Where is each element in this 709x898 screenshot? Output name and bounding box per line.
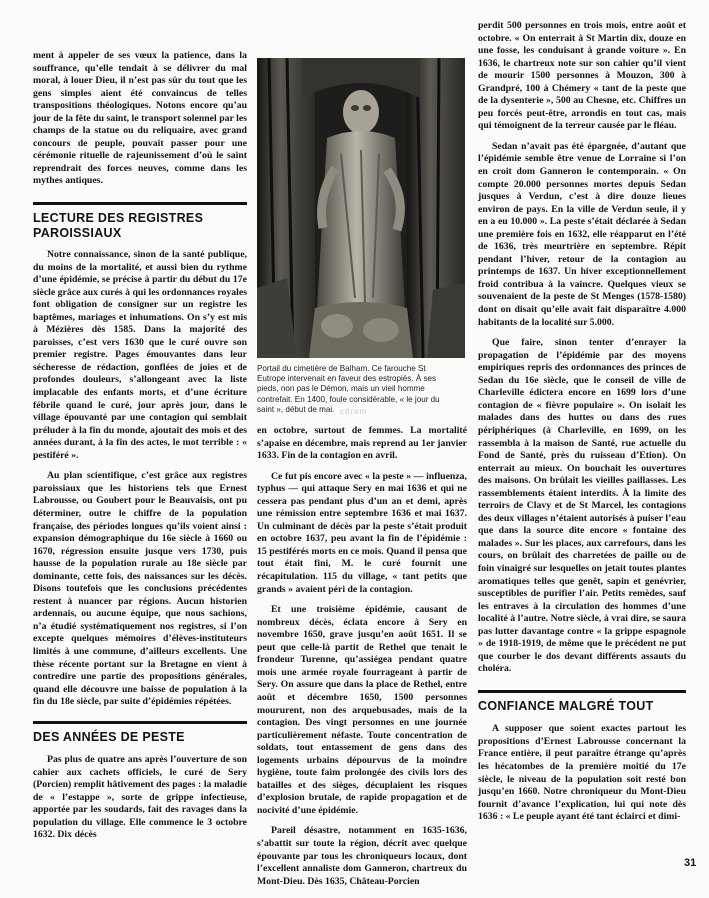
paragraph-scientifique: Au plan scientifique, c’est grâce aux registres paroissiaux que les historiens tels que Ernest Labrousse, ou Goubert pour le Beauvaisis, ont pu déterminer, outre le chiffre de la population française, des périodes longues qu’ils voient ainsi : expansion démographique du 16e siècle à 1660 ou 1670, régression ensuite jusque vers 1730, puis hausse de la population rurale au 18e siècle par dominante, cette fois, des naissances sur les décès. Disons toutefois que les conclusions précédentes restent à nuancer par régions. Aucun historien ardennais, ou aucune équipe, que nous sachions, n’a étudié systématiquement nos registres, si l’on excepte quelques mémoires d’élèves-instituteurs limités à une commune, d’ailleurs excellents. Une thèse récente portant sur la Bretagne en vient à contredire une partie des propositions générales, quand elle découvre une baisse de population à la fin du 18e siècle, par suite d’épidémies répétées. xyxy=(33,470,247,708)
column-middle xyxy=(257,58,467,888)
heading-confiance: CONFIANCE MALGRÉ TOUT xyxy=(478,690,686,714)
column-right xyxy=(478,20,686,824)
paragraph-que-faire: Que faire, sinon tenter d’enrayer la propagation de l’épidémie par des moyens empiriques repris des ordonnances des princes de Sedan du 16e siècle, que le conseil de ville de Charleville édictera encore en 1699 lors d’une contagion de « fièvre populaire ». On isolait les malades dans des huttes ou dans des rues périphériques (à Charleville, en 1699, on les rassembla à la maison de Santé, rue actuelle du Fond de Santé, près du ruisseau d’Etion). On enterrait au mieux. On bouchait les ouvertures des maisons. On brûlait les vieilles paillasses. Les rassemblements étaient interdits. À la limite des terroirs de Clavy et de St Marcel, les contagions des deux villages n’étaient autorisés à puiser l’eau que dans la source dite encore « fontaine des malades ». Sur les places, aux carrefours, dans les cours, on brûlait des charretées de paille ou de foin vinaigré sur lesquelles on jetait toutes plantes aromatiques telles que genêt, sapin et genévrier, susceptibles de purifier l’air. Petits remèdes, sauf les entraves à la circulation des hommes d’une localité à l’autre. Notre siècle, à vrai dire, se saura pas lutter davantage contre « la grippe espagnole » de 1918-1919, de même que le précédent ne put que courber le dos devant différents assauts du choléra. xyxy=(478,337,686,675)
paragraph-mortalite: en octobre, surtout de femmes. La mortalité s’apaise en décembre, mais reprend au 1er janvier 1633. Fin de la contagion en avril. xyxy=(257,425,467,462)
paragraph-confiance: A supposer que soient exactes partout les propositions d’Ernest Labrousse concernant la France entière, il peut paraître étrange qu’après les hécatombes de la première moitié du 17e siècle, le niveau de la population soit resté bon jusqu’en 1660. Notre chroniqueur du Mont-Dieu fournit d’avance l’explication, lui qui note dès 1636 : « Le peuple ayant été tant éclairci et dimi- xyxy=(478,723,686,823)
cemetery-portal-statue-photo xyxy=(257,58,465,358)
paragraph-sedan: Sedan n’avait pas été épargnée, d’autant que l’épidémie semble être venue de Lorraine si l’on en croit dom Ganneron le contemporain. « On compte 20.000 personnes mortes depuis Sedan jusques à Verdun, c’est à dire douze lieues environ de pays. En la ville de Verdun seule, il y en a eu 10.000 ». La peste s’était déclarée à Sedan une première fois en 1632, elle réapparut en l’été de 1636, très meurtrière en septembre. Répit pendant l’hiver, retour de la contagion au printemps de 1637. Un hiver exceptionnellement froid contribua à la vaincre. Quelques vieux se souvenaient de la peste de St Menges (1578-1580) dont on disait qu’elle avait fait disparaître 4.000 habitants de la localité sur 5.000. xyxy=(478,140,686,328)
heading-registres: LECTURE DES REGISTRES PAROISSIAUX xyxy=(33,202,247,240)
paragraph-la-peste: Ce fut pis encore avec « la peste » — influenza, typhus — qui attaque Sery en mai 1636 et qui ne cessera pas pendant plus d’un an et demi, après une rémission entre septembre 1636 et mai 1637. Un culminant de décès par la peste s’était produit en octobre 1637, peu avant la fin de l’épidémie : 15 pestiférés morts en ce mois. Quand il pensa que tout était fini, M. le curé fournit une récapitulation. 115 du village, « tant petits que grands » avaient péri de la contagion. xyxy=(257,470,467,595)
photo-caption: Portail du cimetière de Balham. Ce farouche St Eutrope intervenait en faveur des estropiés. À ses pieds, non pas le Démon, mais un vieil homme contrefait. En 1400, foule considérable, « le jour du saint », début de mai. xyxy=(257,364,440,414)
column-left xyxy=(33,50,247,842)
paragraph-peste-intro: Pas plus de quatre ans après l’ouverture de son cahier aux cachets officiels, le curé de Sery (Porcien) remplit hâtivement des pages : la maladie de « l’estappe », sorte de grippe infectieuse, apportée par les soudards, fait des ravages dans la population du village. Elle commence le 3 octobre 1632. Dix décès xyxy=(33,754,247,841)
paragraph-chateau-porcien: perdit 500 personnes en trois mois, entre août et octobre. « On enterrait à St Martin dix, douze en une fosse, les conduisant à grande voiture ». En 1636, le chartreux note sur son cahier qu’il vient de mourir 1500 personnes à Mouzon, 300 à Grandpré, 100 à Chémery « tant de la peste que de la dysenterie », 500 au Chesne, etc. Chiffres un peu forcés peut-être, arrondis en tout cas, mais qui témoignent de la terreur causée par le fléau. xyxy=(478,20,686,132)
watermark: cdrom xyxy=(340,407,368,416)
paragraph-registres: Notre connaissance, sinon de la santé publique, du moins de la mortalité, et aussi bien du rythme d’une épidémie, se précise à partir du début du 17e siècle grâce aux curés à qui les ordonnances royales font obligation de consigner sur un registre les baptêmes, mariages et inhumations. On s’y est mis à Mézières dès 1585. Dans la majorité des paroisses, c’est vers 1630 que le curé ouvre son premier registre. Pages émouvantes dans leur sécheresse de rédaction, gonflées de joies et de profondes douleurs, s’allongeant avec la liste implacable des enfants morts, et d’une écriture fébrile quand le curé, jour après jour, dans le village épouvanté par une contagion qui semblait préluder à la fin du monde, ajoutait des mois et des années durant, à la fin des actes, le mot terrible : « pestiféré ». xyxy=(33,249,247,461)
heading-peste: DES ANNÉES DE PESTE xyxy=(33,721,247,745)
paragraph-troisieme-epidemie: Et une troisième épidémie, causant de nombreux décès, éclata encore à Sery en novembre 1650, grave jusqu’en août 1651. Il se peut que celle-là partit de Rethel que tenait le frondeur Turenne, qu’assiégea pendant quatre mois une armée royale fourrageant à partir de Sery. On assure que dans la place de Rethel, entre août et décembre 1650, 1500 personnes moururent, non des arquebusades, mais de la contagion. Des vingt personnes en une journée particulièrement néfaste. Toute concentration de soldats, tout entassement de gens dans des logements urbains dépourvus de la moindre hygiène, toute faim prolongée des civils lors des batailles et des sièges, décuplaient les risques d’explosion brutale, de rapide propagation et de nocivité d’une épidémie. xyxy=(257,604,467,816)
page-number: 31 xyxy=(684,857,697,869)
paragraph-desastre: Pareil désastre, notamment en 1635-1636, s’abattit sur toute la région, décrit avec quelque épouvante par tous les chroniqueurs locaux, dont l’excellent annaliste dom Ganneron, chartreux du Mont-Dieu. Dès 1635, Château-Porcien xyxy=(257,825,467,887)
paragraph-intro: ment à appeler de ses vœux la patience, dans la souffrance, qu’elle tendait à se délivrer du mal moral, à louer Dieu, il n’est pas sûr du tout que les gens simples aient été convaincus de telles transpositions théologiques. Notons encore qu’au jour de la fête du saint, le transport solennel par les champs de la statue ou du reliquaire, avec grand concours de peuple, pouvait passer pour une cérémonie rituelle de rajeunissement d’où le saint reprendrait des forces neuves, comme dans les mythes antiques. xyxy=(33,50,247,187)
